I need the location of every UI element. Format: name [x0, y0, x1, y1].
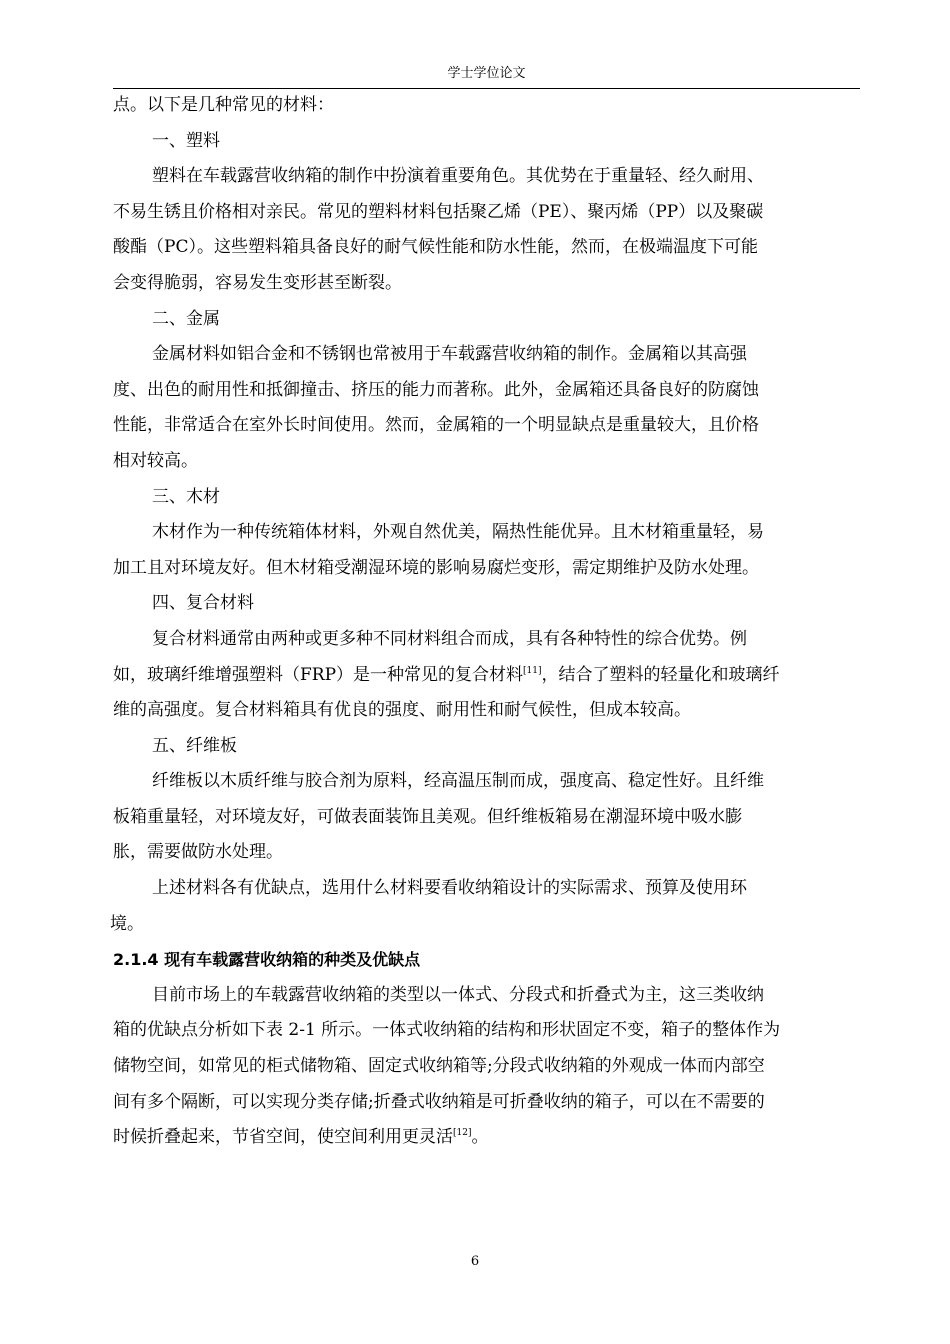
citation-ref: [11] — [523, 665, 542, 676]
line-text: 如，玻璃纤维增强塑料（FRP）是一种常见的复合材料 — [113, 664, 524, 685]
paragraph-line: 储物空间，如常见的柜式储物箱、固定式收纳箱等;分段式收纳箱的外观成一体而内部空 — [113, 1056, 765, 1077]
paragraph-line: 金属材料如铝合金和不锈钢也常被用于车载露营收纳箱的制作。金属箱以其高强 — [152, 344, 747, 365]
paragraph-line — [113, 658, 857, 694]
paragraph-line: 间有多个隔断，可以实现分类存储;折叠式收纳箱是可折叠收纳的箱子，可以在不需要的 — [113, 1091, 765, 1112]
body-text — [110, 88, 857, 1156]
section-label-wood: 三、木材 — [152, 486, 220, 507]
paragraph-line: 点。以下是几种常见的材料： — [113, 95, 334, 115]
page-number: 6 — [470, 1254, 480, 1269]
paragraph-line: 目前市场上的车载露营收纳箱的类型以一体式、分段式和折叠式为主，这三类收纳 — [152, 984, 764, 1005]
paragraph-line: 会变得脆弱，容易发生变形甚至断裂。 — [113, 272, 402, 293]
paragraph-line: 纤维板以木质纤维与胶合剂为原料，经高温压制而成，强度高、稳定性好。且纤维 — [152, 771, 764, 792]
paragraph-line: 箱的优缺点分析如下表 2-1 所示。一体式收纳箱的结构和形状固定不变，箱子的整体作为 — [113, 1020, 781, 1041]
paragraph-line: 加工且对环境友好。但木材箱受潮湿环境的影响易腐烂变形，需定期维护及防水处理。 — [113, 557, 759, 578]
line-text: ，结合了塑料的轻量化和玻璃纤 — [541, 664, 780, 685]
paragraph-line: 塑料在车载露营收纳箱的制作中扮演着重要角色。其优势在于重量轻、经久耐用、 — [152, 166, 764, 187]
section-label-fiberboard: 五、纤维板 — [152, 735, 237, 756]
paragraph-line: 维的高强度。复合材料箱具有优良的强度、耐用性和耐气候性，但成本较高。 — [113, 700, 691, 721]
paragraph-line: 复合材料通常由两种或更多种不同材料组合而成，具有各种特性的综合优势。例 — [152, 628, 747, 649]
paragraph-line: 胀，需要做防水处理。 — [113, 842, 283, 863]
paragraph-line: 相对较高。 — [113, 450, 198, 471]
line-text: 时候折叠起来，节省空间，使空间利用更灵活 — [113, 1127, 453, 1148]
paragraph-line: 度、出色的耐用性和抵御撞击、挤压的能力而著称。此外，金属箱还具备良好的防腐蚀 — [113, 379, 759, 400]
section-heading: 2.1.4 现有车载露营收纳箱的种类及优缺点 — [113, 950, 421, 970]
citation-ref: [12] — [453, 1128, 472, 1139]
paragraph-line: 木材作为一种传统箱体材料，外观自然优美，隔热性能优异。且木材箱重量轻，易 — [152, 522, 764, 543]
section-label-composite: 四、复合材料 — [152, 593, 254, 614]
paragraph-line — [113, 1120, 857, 1156]
paragraph-line: 不易生锈且价格相对亲民。常见的塑料材料包括聚乙烯（PE）、聚丙烯（PP）以及聚碳 — [113, 201, 764, 222]
paragraph-line: 境。 — [110, 913, 144, 934]
line-text: 。 — [471, 1127, 489, 1148]
paragraph-line: 上述材料各有优缺点，选用什么材料要看收纳箱设计的实际需求、预算及使用环 — [152, 878, 747, 899]
paragraph-line: 酸酯（PC）。这些塑料箱具备良好的耐气候性能和防水性能，然而，在极端温度下可能 — [113, 237, 758, 258]
section-label-plastic: 一、塑料 — [152, 130, 220, 151]
paragraph-line: 板箱重量轻，对环境友好，可做表面装饰且美观。但纤维板箱易在潮湿环境中吸水膨 — [113, 806, 742, 827]
section-label-metal: 二、金属 — [152, 308, 220, 329]
running-header: 学士学位论文 — [113, 64, 860, 89]
paragraph-line: 性能，非常适合在室外长时间使用。然而，金属箱的一个明显缺点是重量较大，且价格 — [113, 415, 759, 436]
